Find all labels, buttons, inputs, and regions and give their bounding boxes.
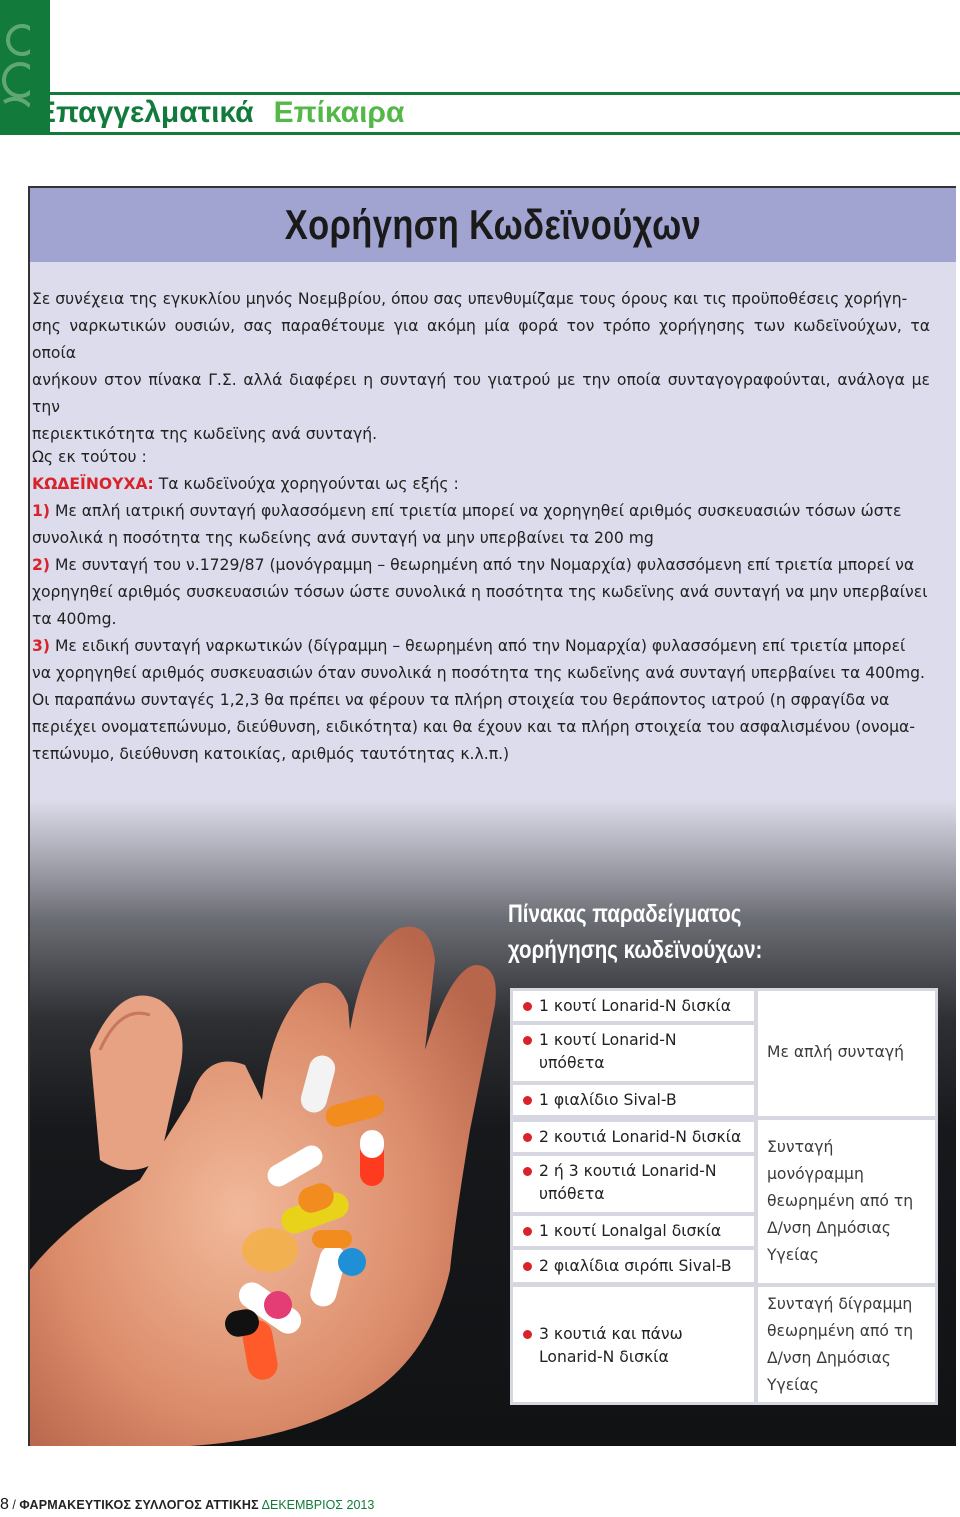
row-text: υπόθετα xyxy=(539,1054,605,1072)
header-rule-bottom xyxy=(28,132,960,135)
codeine-line xyxy=(32,471,930,498)
row-text: 2 φιαλίδια σιρόπι Sival-B xyxy=(539,1257,732,1275)
footer-separator: / xyxy=(12,1498,16,1512)
row-text: 2 κουτιά Lonarid-N δισκία xyxy=(539,1128,742,1146)
page-number: 8 xyxy=(0,1496,9,1513)
row-text: υπόθετα xyxy=(539,1185,605,1203)
row-text: 1 κουτί Lonarid-N δισκία xyxy=(539,997,731,1015)
bullet-icon xyxy=(523,1096,532,1105)
bullet-icon xyxy=(523,1036,532,1045)
table-row xyxy=(513,1025,754,1081)
bullet-icon xyxy=(523,1227,532,1236)
group-text: μονόγραμμη xyxy=(767,1165,864,1183)
association-logo xyxy=(0,22,30,122)
row-text: 2 ή 3 κουτιά Lonarid-N xyxy=(539,1162,717,1180)
sample-title-line: Πίνακας παραδείγματος xyxy=(508,900,742,928)
row-text: 1 φιαλίδιο Sival-B xyxy=(539,1091,677,1109)
row-text: 1 κουτί Lonarid-N xyxy=(539,1031,677,1049)
table-row xyxy=(513,1250,754,1282)
sample-table xyxy=(510,988,938,1405)
group-text: Υγείας xyxy=(767,1376,819,1394)
article-title: Χορήγηση Κωδεϊνούχων xyxy=(284,201,702,248)
codeine-label: ΚΩΔΕΪΝΟΥΧΑ: xyxy=(32,475,154,493)
group-text: Με απλή συνταγή xyxy=(767,1043,904,1061)
codeine-text: Τα κωδεϊνούχα χορηγούνται ως εξής : xyxy=(153,475,459,493)
closing-line: περιέχει ονοματεπώνυμο, διεύθυνση, ειδικότητα) και θα έχουν και τα πλήρη στοιχεία του ασφαλισμένου (ονομα- xyxy=(32,718,915,736)
section-title-word1: Επαγγελματικά xyxy=(36,96,254,129)
table-row xyxy=(513,1122,754,1152)
item-2-line: τα 400mg. xyxy=(32,610,117,628)
bullet-icon xyxy=(523,1262,532,1271)
table-row xyxy=(513,1085,754,1115)
item-3-text: Με ειδική συνταγή ναρκωτικών (δίγραμμη – θεωρημένη από την Νομαρχία) φυλασσόμενη επί τριετία μπορεί xyxy=(49,637,906,655)
item-2-line: χορηγηθεί αριθμός συσκευασιών τόσων ώστε συνολικά η ποσότητα της κωδεϊνης ανά συνταγή να μην υπερβαίνει xyxy=(32,583,928,601)
item-1-text: Με απλή ιατρική συνταγή φυλασσόμενη επί τριετία μπορεί να χορηγηθεί αριθμός συσκευασιών τόσων ώστε xyxy=(49,502,902,520)
instructions-text xyxy=(32,444,930,768)
prescription-type-single-line xyxy=(758,1120,935,1283)
item-2-line xyxy=(32,552,930,579)
row-text: 3 κουτιά και πάνω xyxy=(539,1325,683,1343)
intro-line: ανήκουν στον πίνακα Γ.Σ. αλλά διαφέρει η συνταγή του γιατρού με την οποία συνταγογραφούνται, ανάλογα με την xyxy=(32,371,930,416)
group-text: Δ/νση Δημόσιας xyxy=(767,1219,891,1237)
sample-title-line: χορήγησης κωδεϊνούχων: xyxy=(508,936,763,964)
prescription-type-simple xyxy=(758,991,935,1116)
item-1-line xyxy=(32,498,930,525)
prescription-type-double-line xyxy=(758,1287,935,1402)
section-title-word2: Επίκαιρα xyxy=(273,96,405,129)
item-2-text: Με συνταγή του ν.1729/87 (μονόγραμμη – θεωρημένη από την Νομαρχία) φυλασσόμενη επί τριετία μπορεί να xyxy=(49,556,915,574)
bullet-icon xyxy=(523,1133,532,1142)
page-footer xyxy=(0,1493,374,1517)
item-3-label: 3) xyxy=(32,637,50,655)
section-title xyxy=(36,92,404,134)
group-text: θεωρημένη από τη xyxy=(767,1322,914,1340)
item-3-line xyxy=(32,633,930,660)
table-row xyxy=(513,1216,754,1246)
footer-issue-date: ΔΕΚΕΜΒΡΙΟΣ 2013 xyxy=(261,1498,375,1512)
hand-illustration xyxy=(30,800,550,1446)
item-2-label: 2) xyxy=(32,556,50,574)
table-row xyxy=(513,1287,754,1402)
group-text: Συνταγή xyxy=(767,1138,834,1156)
article-box xyxy=(28,186,956,1446)
bullet-icon xyxy=(523,1167,532,1176)
group-text: θεωρημένη από τη xyxy=(767,1192,914,1210)
intro-line: σης ναρκωτικών ουσιών, σας παραθέτουμε για ακόμη μία φορά τον τρόπο χορήγησης των κωδεϊνούχων, τα οποία xyxy=(32,317,930,362)
bullet-icon xyxy=(523,1002,532,1011)
intro-line: Σε συνέχεια της εγκυκλίου μηνός Νοεμβρίου, όπου σας υπενθυμίζαμε τους όρους και τις προϋποθέσεις χορήγη- xyxy=(32,290,908,308)
table-row xyxy=(513,991,754,1021)
item-1-line: συνολικά η ποσότητα της κωδείνης ανά συνταγή να μην υπερβαίνει τα 200 mg xyxy=(32,529,654,547)
group-text: Συνταγή δίγραμμη xyxy=(767,1295,913,1313)
hence-line: Ως εκ τούτου : xyxy=(32,448,147,466)
bullet-icon xyxy=(523,1330,532,1339)
group-text: Δ/νση Δημόσιας xyxy=(767,1349,891,1367)
table-row xyxy=(513,1156,754,1212)
row-text: Lonarid-N δισκία xyxy=(539,1348,669,1366)
closing-line: τεπώνυμο, διεύθυνση κατοικίας, αριθμός ταυτότητας κ.λ.π.) xyxy=(32,745,510,763)
intro-paragraph xyxy=(32,286,930,448)
row-text: 1 κουτί Lonalgal δισκία xyxy=(539,1222,722,1240)
sample-table-title xyxy=(508,896,852,968)
footer-organization: ΦΑΡΜΑΚΕΥΤΙΚΟΣ ΣΥΛΛΟΓΟΣ ΑΤΤΙΚΗΣ xyxy=(19,1498,259,1512)
item-3-line: να χορηγηθεί αριθμός συσκευασιών όταν συνολικά η ποσότητα της κωδεϊνης ανά συνταγή υπερβαίνει τα 400mg. xyxy=(32,664,926,682)
intro-line: περιεκτικότητα της κωδεϊνης ανά συνταγή. xyxy=(32,425,378,443)
group-text: Υγείας xyxy=(767,1246,819,1264)
item-1-label: 1) xyxy=(32,502,50,520)
closing-line: Οι παραπάνω συνταγές 1,2,3 θα πρέπει να φέρουν τα πλήρη στοιχεία του θεράποντος ιατρού (η σφραγίδα να xyxy=(32,691,890,709)
